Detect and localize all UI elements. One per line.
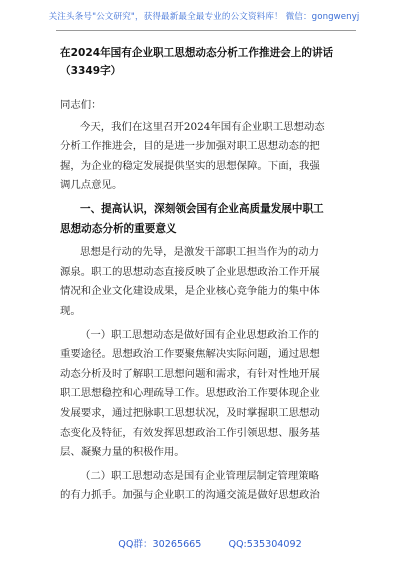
- document-title: [60, 44, 360, 80]
- footer-qq: QQ:535304092: [228, 539, 302, 550]
- footer-contact: [60, 536, 360, 550]
- document-body: [60, 96, 360, 510]
- title-line-1: 在2024年国有企业职工思想动态分析工作推进会上的讲话: [60, 47, 334, 59]
- header-divider: [56, 30, 356, 31]
- intro-paragraph: 今天，我们在这里召开2024年国有企业职工思想动态 分析工作推进会，目的是进一步加强对职工思想动态的把 握，为企业的稳定发展提供坚实的思想保障。下面，我强 调几点意见。: [60, 120, 325, 192]
- title-word-count: （3349字）: [60, 65, 122, 77]
- footer-qq-group: QQ群：30265665: [118, 539, 202, 550]
- body-paragraph-1: 思想是行动的先导，是激发干部职工担当作为的动力 源泉。职工的思想动态直接反映了企业思想政治工作开展 情况和企业文化建设成果，是企业核心竞争能力的集中体 现。: [60, 246, 320, 317]
- salutation: 同志们：: [60, 99, 102, 111]
- body-paragraph-2: （一）职工思想动态是做好国有企业思想政治工作的 重要途径。思想政治工作要聚焦解决实际问题，通过思想 动态分析及时了解职工思想问题和需求，有针对性地开展 职工思想稳控和心理疏导工作。思想政治工作要体现企业 发展要求，通过把脉职工思想状况，及时掌握职工思想动 态变化及特征，有效发挥思想政治工作引领思想、服务基 层、凝聚力量的积极作用。: [60, 328, 320, 459]
- body-paragraph-3: （二）职工思想动态是国有企业管理层制定管理策略 的有力抓手。加强与企业职工的沟通交流是做好思想政治: [60, 469, 320, 502]
- header-banner: 关注头条号"公文研究"，获得最新最全最专业的公文资料库！ 微信：gongwenyj: [48, 12, 360, 22]
- section-heading-1: 一、提高认识，深刻领会国有企业高质量发展中职工 思想动态分析的重要意义: [60, 202, 324, 235]
